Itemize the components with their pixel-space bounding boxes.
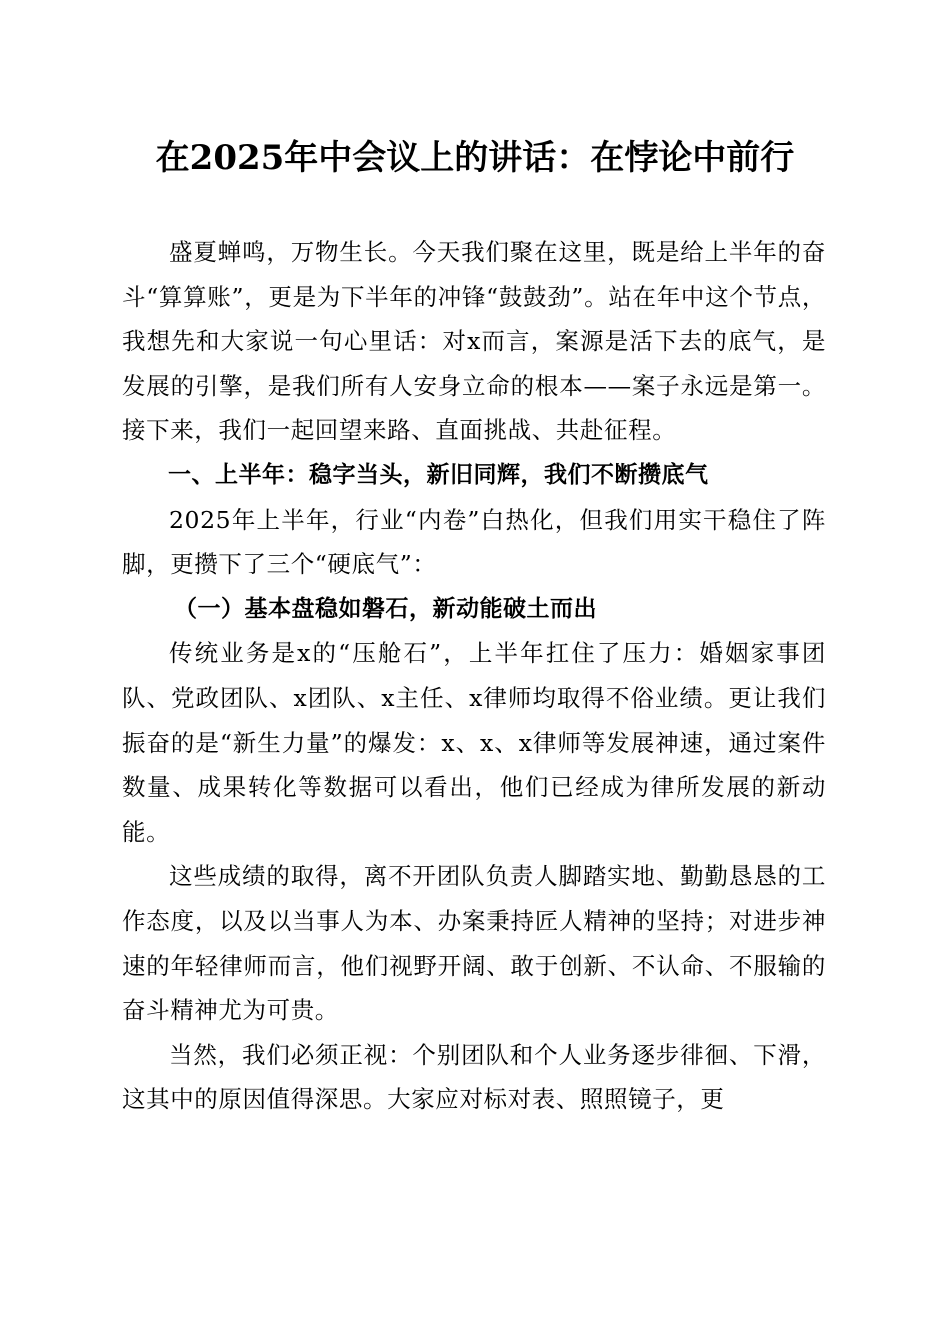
document-title: 在2025年中会议上的讲话：在悖论中前行: [155, 138, 795, 178]
document-body: [122, 230, 826, 1122]
paragraph-achievements: 这些成绩的取得，离不开团队负责人脚踏实地、勤勤恳恳的工作态度，以及以当事人为本、办案秉持匠人精神的坚持；对进步神速的年轻律师而言，他们视野开阔、敢于创新、不认命、不服输的奋斗精神尤为可贵。: [122, 862, 826, 1025]
section-heading-1: 一、上半年：稳字当头，新旧同辉，我们不断攒底气: [168, 461, 709, 488]
paragraph-challenges: 当然，我们必须正视：个别团队和个人业务逐步徘徊、下滑，这其中的原因值得深思。大家应对标对表、照照镜子，更: [122, 1040, 826, 1114]
paragraph-traditional-business: 传统业务是x的“压舱石”，上半年扛住了压力：婚姻家事团队、党政团队、x团队、x主任、x律师均取得不俗业绩。更让我们振奋的是“新生力量”的爆发：x、x、x律师等发展神速，通过案件数量、成果转化等数据可以看出，他们已经成为律所发展的新动能。: [122, 639, 826, 846]
subsection-heading-1: （一）基本盘稳如磐石，新动能破土而出: [174, 594, 597, 622]
paragraph-section-intro: 2025年上半年，行业“内卷”白热化，但我们用实干稳住了阵脚，更攒下了三个“硬底气”：: [122, 505, 826, 579]
paragraph-opening: 盛夏蝉鸣，万物生长。今天我们聚在这里，既是给上半年的奋斗“算算账”，更是为下半年的冲锋“鼓鼓劲”。站在年中这个节点，我想先和大家说一句心里话：对x而言，案源是活下去的底气，是发展的引擎，是我们所有人安身立命的根本——案子永远是第一。接下来，我们一起回望来路、直面挑战、共赴征程。: [122, 238, 826, 445]
